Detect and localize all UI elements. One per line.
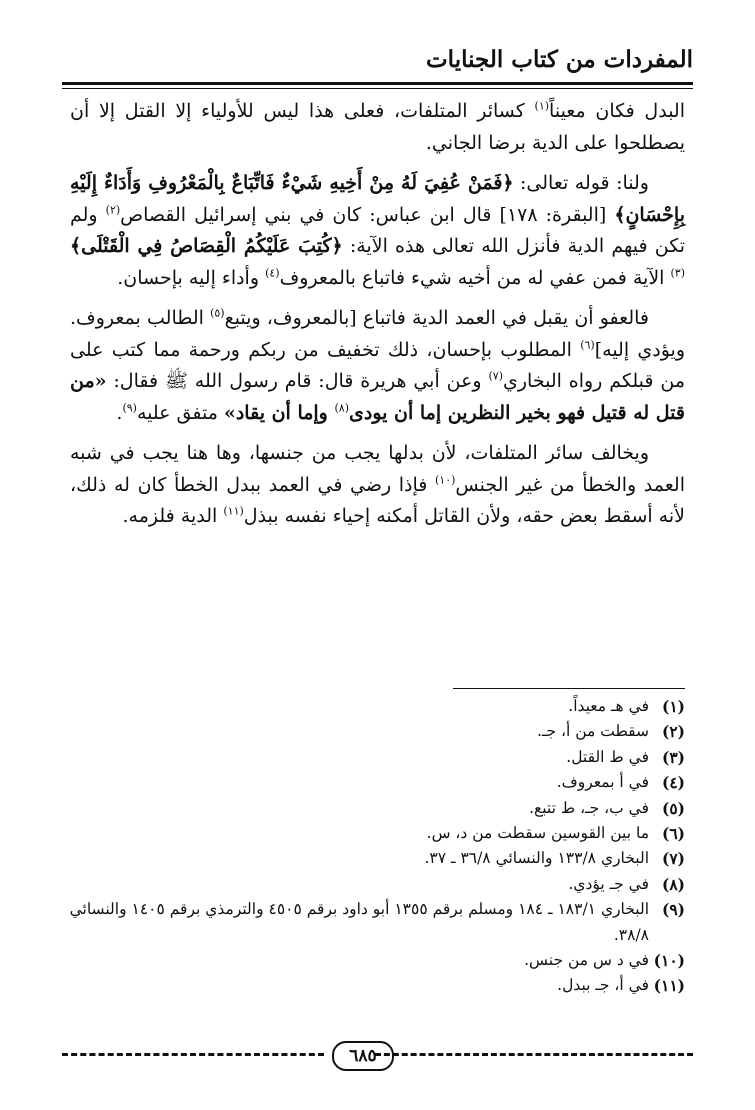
footnote-separator [453,688,685,689]
footnote-item [62,745,685,770]
footnote-text: في ب، جـ، ط تتبع. [529,798,649,817]
footnote-ref: (٤) [265,266,280,280]
footnote-ref: (٣) [670,266,685,280]
paragraph-p2 [70,168,685,294]
footnote-ref: (٥) [210,306,225,320]
main-text [70,96,685,542]
footnote-number: (٣) [661,747,685,767]
footnotes [62,694,685,999]
text-run: [البقرة: ١٧٨] قال ابن عباس: كان في بني إسرائيل القصاص [120,203,615,226]
text-run: فإذا رضي في العمد ببدل الخطأ كان له ذلك، لأنه أسقط بعض حقه، ولأن القاتل أمكنه إحياء نفسه ببذل [70,473,685,527]
hadith-text: وإما أن يقاد» [223,401,335,424]
footnote-number: (٨) [661,874,685,894]
text-run: البدل فكان معيناً [549,100,685,122]
hadith-text: «من قتل له قتيل فهو بخير النظرين إما أن يودى [70,370,685,424]
footnote-item [62,694,685,719]
text-run: ويخالف سائر المتلفات، لأن بدلها يجب من جنسها، وها هنا يجب في شبه العمد والخطأ من غير الجنس [70,442,685,496]
footnote-ref: (٢) [105,203,121,217]
footnote-text: في جـ يؤدي. [568,874,649,893]
header-title: المفردات من كتاب الجنايات [426,46,693,73]
footnote-number: (٥) [661,798,685,818]
footnote-text: في هـ معيداً. [568,697,649,715]
quran-verse: ﴿فَمَنْ عُفِيَ لَهُ مِنْ أَخِيهِ شَيْءٌ فَاتِّبَاعٌ بِالْمَعْرُوفِ وَأَدَاءٌ إِلَيْهِ بِإِحْسَانٍ﴾ [70,172,685,226]
header-rule-thick [62,82,693,85]
footnote-number: (٢) [661,722,685,742]
text-run: الدية فلزمه. [122,505,224,527]
text-run: الآية فمن عفي له من أخيه شيء فاتباع بالمعروف [279,266,671,289]
footnote-item [62,770,685,795]
footnote-number: (٦) [661,824,685,844]
footnote-item [62,821,685,846]
text-run: كسائر المتلفات، فعلى هذا ليس للأولياء إلا القتل إلا أن يصطلحوا على الدية برضا الجاني. [70,100,685,154]
running-header [62,42,693,78]
footnote-item [62,796,685,821]
quran-verse: ﴿كُتِبَ عَلَيْكُمُ الْقِصَاصُ فِي الْقَتْلَى﴾ [70,235,343,257]
text-run: فالعفو أن يقبل في العمد الدية فاتباع [بالمعروف، ويتبع [224,307,649,329]
paragraph-p1 [70,96,685,159]
text-run: وأداء إليه بإحسان. [117,266,266,289]
footnote-text: في ط القتل. [566,747,649,766]
footnote-item [62,973,685,998]
footnote-ref: (١١) [223,504,244,518]
text-run: ولنا: قوله تعالى: [513,172,649,194]
footnote-ref: (١) [534,99,550,113]
footnote-ref: (١٠) [434,473,456,487]
footnote-text: في أ، جـ ببدل. [557,976,649,995]
footer-dashed-rule-left [62,1053,324,1056]
footnote-number: (٧) [661,849,685,869]
footnote-item [62,719,685,744]
paragraph-p3 [70,303,685,429]
header-rule-thin [62,88,693,89]
footnote-text: البخاري ١٣٣/٨ والنسائي ٣٦/٨ ـ ٣٧. [424,849,649,868]
text-run: وعن أبي هريرة قال: قام رسول الله ﷺ فقال: [106,370,489,392]
text-run: المطلوب بإحسان، ذلك تخفيف من ربكم ورحمة مما كتب على من قبلكم رواه البخاري [70,338,685,392]
footnote-text: في أ بمعروف. [556,773,649,792]
footnote-ref: (٧) [488,369,503,383]
footnote-item [62,846,685,871]
footnote-text: في د س من جنس. [524,951,649,970]
footnote-number: (١١) [653,976,685,996]
footer-dashed-rule-right [375,1053,693,1056]
page-number: ٦٨٥ [332,1041,394,1071]
footnote-text: سقطت من أ، جـ. [536,722,649,741]
footnote-number: (١٠) [653,951,685,971]
footnote-text: البخاري ١٨٣/١ ـ ١٨٤ ومسلم برقم ١٣٥٥ أبو داود برقم ٤٥٠٥ والترمذي برقم ١٤٠٥ والنسائي ٣٨/٨. [69,900,649,944]
text-run: الطالب بمعروف. ويؤدي إليه] [70,307,686,361]
paragraph-p4 [70,438,685,533]
footnote-ref: (٦) [580,338,595,352]
footnote-number: (٤) [661,773,685,793]
footnote-number: (١) [661,697,685,716]
text-run: . [116,401,123,424]
text-run: متفق عليه [136,401,224,424]
footnote-ref: (٩) [122,401,137,415]
footnote-text: ما بين القوسين سقطت من د، س. [426,824,649,843]
footnote-ref: (٨) [334,401,349,415]
footnote-item [62,872,685,897]
footnote-number: (٩) [661,900,685,920]
text-run: ولم تكن فيهم الدية فأنزل الله تعالى هذه الآية: [70,203,685,257]
footnote-item [62,948,685,973]
page-footer [62,1040,693,1070]
footnote-item [62,897,685,948]
